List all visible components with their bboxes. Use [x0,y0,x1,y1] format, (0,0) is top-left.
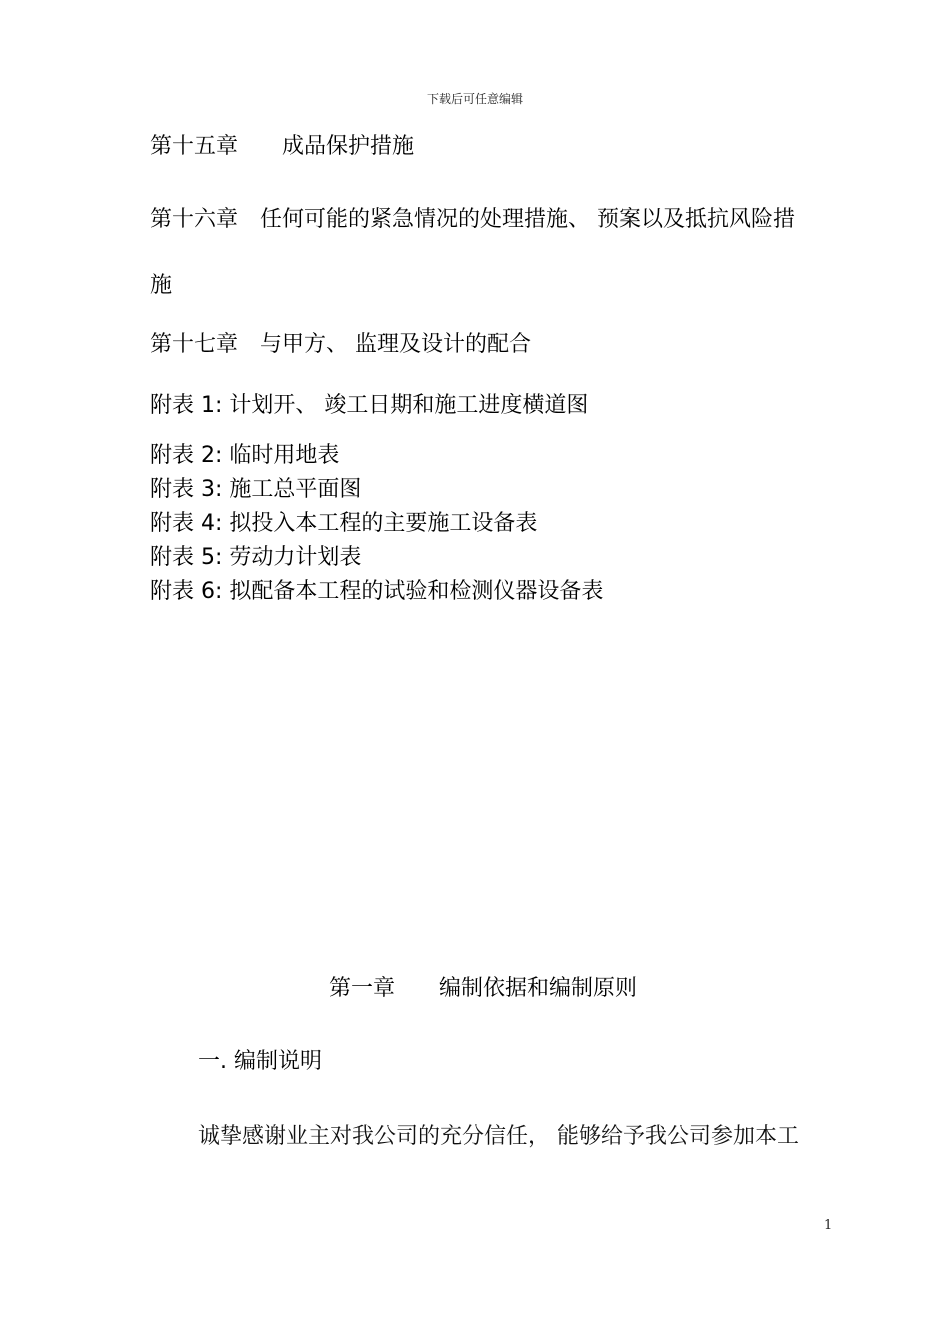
toc-chapter-title: 成品保护措施 [282,134,415,159]
appendix-item-6 [150,577,603,607]
page-number: 1 [824,1218,833,1233]
toc-chapter-title: 任何可能的紧急情况的处理措施、 预案以及抵抗风险措 [260,207,796,232]
toc-chapter-number: 第十五章 [150,134,239,159]
appendix-label: 附表 6: [150,579,223,604]
appendix-item-1 [150,391,588,421]
appendix-text: 拟配备本工程的试验和检测仪器设备表 [229,579,604,604]
appendix-text: 施工总平面图 [229,477,362,502]
appendix-item-3 [150,475,361,505]
appendix-text: 拟投入本工程的主要施工设备表 [229,511,538,536]
appendix-item-4 [150,509,537,539]
appendix-label: 附表 4: [150,511,223,536]
toc-chapter-title: 与甲方、 监理及设计的配合 [260,332,532,357]
section-heading: 一. 编制说明 [198,1049,322,1074]
toc-item-15 [150,132,414,162]
appendix-label: 附表 5: [150,545,223,570]
toc-item-16-continued [150,271,172,301]
appendix-label: 附表 3: [150,477,223,502]
appendix-label: 附表 1: [150,393,223,418]
toc-chapter-title-continued: 施 [150,273,173,298]
appendix-label: 附表 2: [150,443,223,468]
page-header: 下载后可任意编辑 [426,92,523,106]
appendix-item-5 [150,543,361,573]
appendix-text: 临时用地表 [229,443,340,468]
toc-chapter-number: 第十七章 [150,332,239,357]
chapter-heading [329,974,637,1004]
appendix-text: 计划开、 竣工日期和施工进度横道图 [229,393,589,418]
appendix-item-2 [150,441,339,471]
toc-chapter-number: 第十六章 [150,207,239,232]
appendix-text: 劳动力计划表 [229,545,362,570]
body-paragraph: 诚挚感谢业主对我公司的充分信任， 能够给予我公司参加本工 [198,1124,799,1149]
toc-item-17 [150,330,531,360]
toc-item-16 [150,205,795,235]
chapter-number: 第一章 [329,976,396,1001]
chapter-title: 编制依据和编制原则 [439,976,638,1001]
